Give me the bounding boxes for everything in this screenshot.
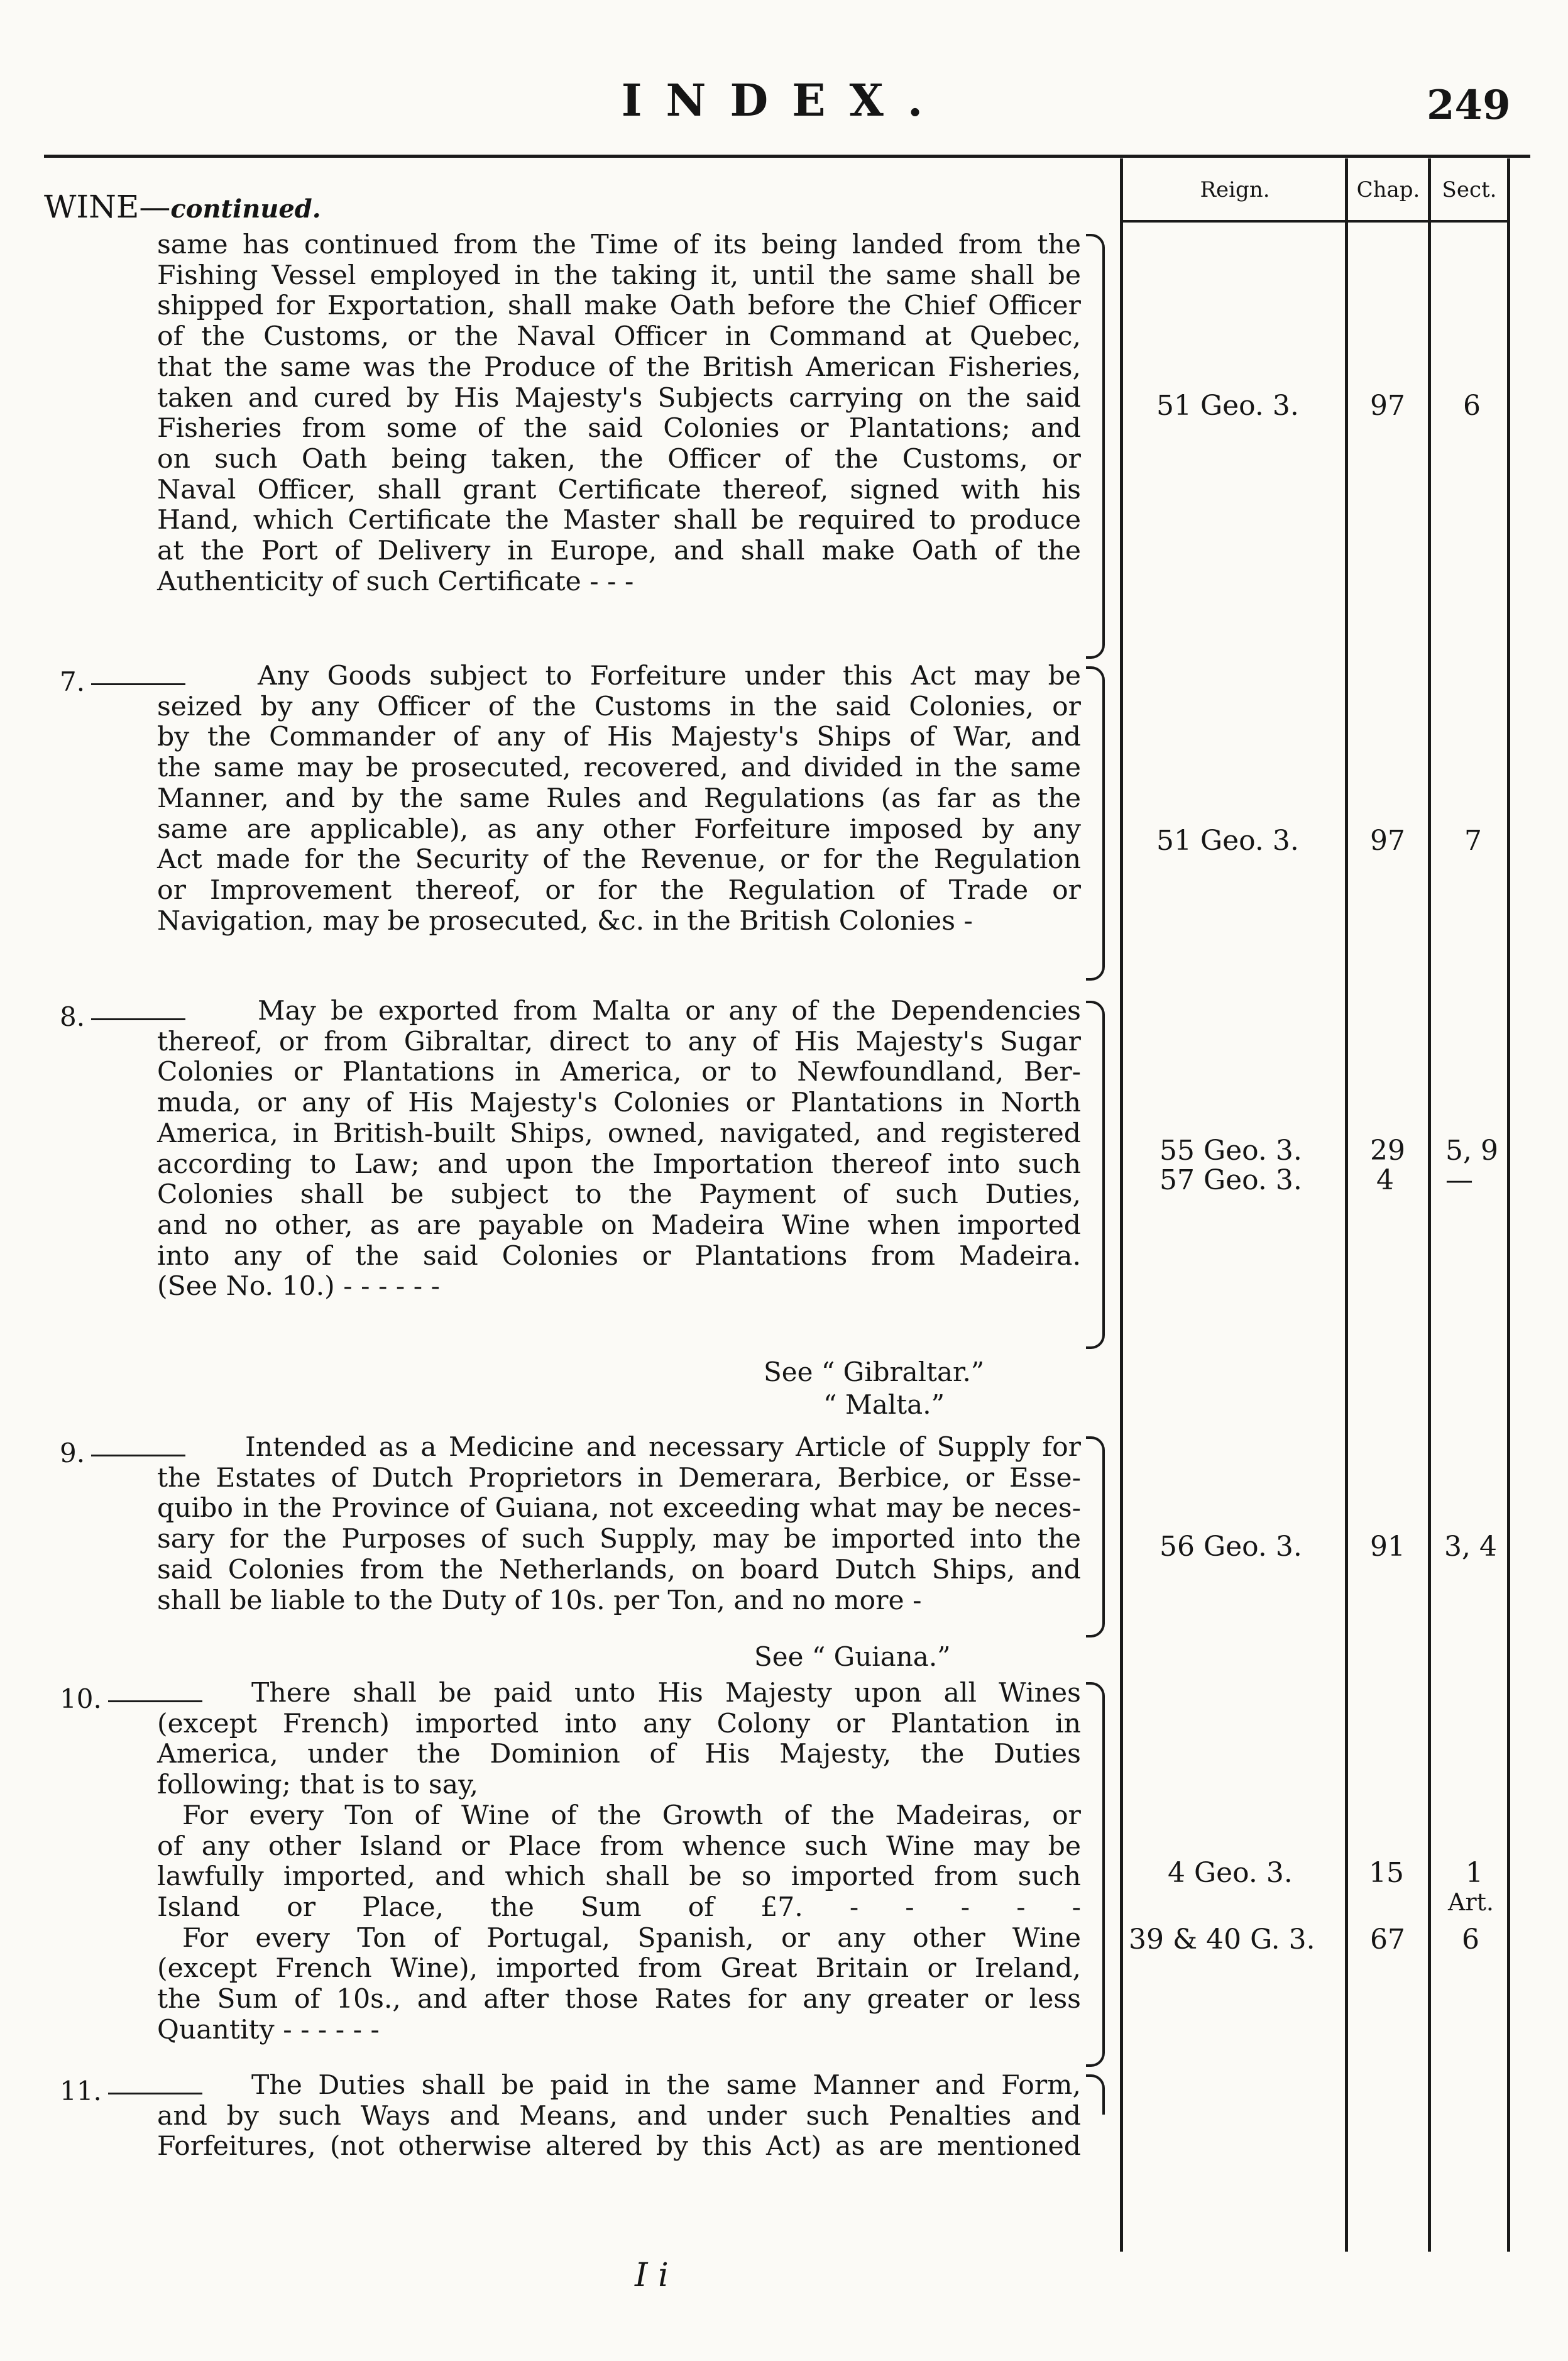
entry-10 — [157, 1678, 1081, 2045]
entry-7 — [157, 661, 1081, 937]
entry-line: at the Port of Delivery in Europe, and shall make Oath of the — [157, 536, 1081, 567]
chap-ref: 97 — [1370, 825, 1405, 857]
entry-line: For every Ton of Wine of the Growth of the Madeiras, or — [182, 1800, 1081, 1831]
entry-line: on such Oath being taken, the Officer of the Customs, or — [157, 443, 1081, 475]
entry-line: or Improvement thereof, or for the Regulation of Trade or — [157, 874, 1081, 906]
entry-line: shipped for Exportation, shall make Oath before the Chief Officer — [157, 290, 1081, 322]
chap-ref: 67 — [1370, 1923, 1405, 1956]
entry-line: by the Commander of any of His Majesty's Ships of War, and — [157, 722, 1081, 753]
entry-line: shall be liable to the Duty of 10s. per Ton, and no more - — [157, 1585, 922, 1616]
column-divider-sect-left — [1428, 158, 1431, 2252]
catchword: I i — [635, 2257, 669, 2294]
entry-line: America, under the Dominion of His Majesty, the Duties — [157, 1739, 1081, 1770]
sect-ref: 6 — [1462, 1923, 1479, 1956]
chap-ref: 4 — [1376, 1164, 1394, 1196]
entry-8 — [157, 996, 1081, 1302]
column-divider-chap-left — [1345, 158, 1348, 2252]
entry-line: that the same was the Produce of the British American Fisheries, — [157, 351, 1081, 383]
entry-11 — [157, 2071, 1081, 2162]
reign-ref: 56 Geo. 3. — [1160, 1531, 1302, 1563]
entry-line: Authenticity of such Certificate - - - — [157, 566, 634, 597]
sect-ref: Art. — [1448, 1888, 1494, 1916]
entry-line: Naval Officer, shall grant Certificate thereof, signed with his — [157, 474, 1081, 505]
chap-ref: 97 — [1370, 390, 1405, 422]
see-reference: “ Malta.” — [823, 1389, 945, 1420]
reign-ref: 51 Geo. 3. — [1156, 390, 1299, 422]
column-header-rule — [1120, 220, 1510, 223]
section-heading — [44, 189, 321, 225]
entry-line: Any Goods subject to Forfeiture under this Act may be — [258, 661, 1081, 691]
entry-line: the Sum of 10s., and after those Rates for any greater or less — [157, 1984, 1081, 2015]
entry-line: The Duties shall be paid in the same Manner and Form, — [251, 2070, 1081, 2101]
entry-line: Fishing Vessel employed in the taking it, until the same shall be — [157, 260, 1081, 291]
entry-line: same has continued from the Time of its being landed from the — [157, 229, 1081, 260]
entry-number: 7. — [60, 666, 192, 697]
entry-line: into any of the said Colonies or Plantations from Madeira. — [157, 1240, 1081, 1272]
column-header-sect: Sect. — [1442, 177, 1497, 202]
entry-continued — [157, 230, 1081, 597]
entry-line: of any other Island or Place from whence such Wine may be — [157, 1830, 1081, 1862]
chap-ref: 29 — [1370, 1135, 1405, 1167]
entry-line: America, in British-built Ships, owned, navigated, and registered — [157, 1118, 1081, 1149]
column-divider-reign-left — [1120, 158, 1123, 2252]
entry-line: Manner, and by the same Rules and Regulations (as far as the — [157, 783, 1081, 814]
entry-line: quibo in the Province of Guiana, not exceeding what may be neces- — [157, 1493, 1081, 1524]
entry-number: 9. — [60, 1438, 192, 1468]
entry-line: and by such Ways and Means, and under such Penalties and — [157, 2100, 1081, 2132]
entry-brace — [1086, 1436, 1105, 1637]
sect-ref: 3, 4 — [1444, 1531, 1497, 1563]
entry-line: There shall be paid unto His Majesty upon all Wines — [251, 1678, 1081, 1709]
entry-number: 10. — [60, 1683, 209, 1714]
column-header-reign: Reign. — [1200, 177, 1270, 202]
entry-line: Forfeitures, (not otherwise altered by this Act) as are mentioned — [157, 2131, 1081, 2162]
entry-line: (except French Wine), imported from Great Britain or Ireland, — [157, 1953, 1081, 1984]
header-rule — [44, 155, 1530, 158]
entry-line: (See No. 10.) - - - - - - — [157, 1271, 440, 1302]
entry-9 — [157, 1433, 1081, 1616]
entry-line: same are applicable), as any other Forfeiture imposed by any — [157, 813, 1081, 845]
entry-line: thereof, or from Gibraltar, direct to any of His Majesty's Sugar — [157, 1026, 1081, 1057]
reign-ref: 57 Geo. 3. — [1160, 1164, 1302, 1196]
reign-ref: 4 Geo. 3. — [1168, 1857, 1293, 1889]
entry-line: according to Law; and upon the Importation thereof into such — [157, 1148, 1081, 1180]
page-title: INDEX. — [621, 74, 947, 126]
sect-ref: 5, 9 — [1445, 1135, 1498, 1167]
entry-line: Fisheries from some of the said Colonies or Plantations; and — [157, 413, 1081, 444]
entry-line: Act made for the Security of the Revenue, or for the Regulation — [157, 844, 1081, 876]
chap-ref: 91 — [1370, 1531, 1405, 1563]
entry-line: For every Ton of Portugal, Spanish, or any other Wine — [182, 1922, 1081, 1954]
entry-line: Colonies shall be subject to the Payment of such Duties, — [157, 1179, 1081, 1211]
entry-line: the Estates of Dutch Proprietors in Demerara, Berbice, or Esse- — [157, 1462, 1081, 1494]
entry-line: Quantity - - - - - - — [157, 2014, 380, 2045]
entry-line: taken and cured by His Majesty's Subjects carrying on the said — [157, 382, 1081, 414]
entry-line: said Colonies from the Netherlands, on board Dutch Ships, and — [157, 1554, 1081, 1585]
sect-ref: 7 — [1464, 825, 1482, 857]
entry-brace — [1086, 1682, 1105, 2067]
sect-ref: 1 — [1466, 1857, 1483, 1889]
entry-line: Intended as a Medicine and necessary Article of Supply for — [245, 1432, 1081, 1463]
sect-ref: 6 — [1463, 390, 1481, 422]
entry-line: (except French) imported into any Colony or Plantation in — [157, 1708, 1081, 1739]
column-header-chap: Chap. — [1356, 177, 1420, 202]
entry-line: Navigation, may be prosecuted, &c. in the British Colonies - — [157, 905, 973, 937]
reign-ref: 55 Geo. 3. — [1160, 1135, 1302, 1167]
entry-line: Island or Place, the Sum of £7. - - - - - — [157, 1891, 1081, 1923]
entry-brace — [1086, 666, 1105, 981]
entry-line: muda, or any of His Majesty's Colonies or Plantations in North — [157, 1087, 1081, 1119]
entry-line: seized by any Officer of the Customs in the said Colonies, or — [157, 691, 1081, 722]
reign-ref: 51 Geo. 3. — [1156, 825, 1299, 857]
entry-number: 11. — [60, 2076, 209, 2106]
entry-line: the same may be prosecuted, recovered, and divided in the same — [157, 752, 1081, 784]
entry-line: lawfully imported, and which shall be so imported from such — [157, 1861, 1081, 1893]
entry-number: 8. — [60, 1001, 192, 1032]
section-continued: continued. — [170, 194, 321, 224]
page-number: 249 — [1427, 82, 1511, 129]
entry-brace — [1086, 1001, 1105, 1349]
section-word: WINE— — [44, 189, 171, 225]
entry-line: following; that is to say, — [157, 1769, 478, 1801]
entry-line: May be exported from Malta or any of the Dependencies — [258, 996, 1081, 1026]
entry-line: sary for the Purposes of such Supply, may be imported into the — [157, 1524, 1081, 1555]
entry-brace — [1086, 234, 1105, 659]
reign-ref: 39 & 40 G. 3. — [1129, 1923, 1315, 1956]
entry-line: Colonies or Plantations in America, or to Newfoundland, Ber- — [157, 1057, 1081, 1088]
chap-ref: 15 — [1369, 1857, 1404, 1889]
entry-brace — [1086, 2074, 1105, 2115]
sect-ref: — — [1445, 1164, 1473, 1196]
entry-line: Hand, which Certificate the Master shall be required to produce — [157, 505, 1081, 536]
entry-line: of the Customs, or the Naval Officer in Command at Quebec, — [157, 321, 1081, 353]
column-divider-right — [1507, 158, 1510, 2252]
entry-line: and no other, as are payable on Madeira Wine when imported — [157, 1209, 1081, 1241]
see-reference: See “ Gibraltar.” — [764, 1357, 985, 1387]
see-reference: See “ Guiana.” — [754, 1641, 951, 1672]
